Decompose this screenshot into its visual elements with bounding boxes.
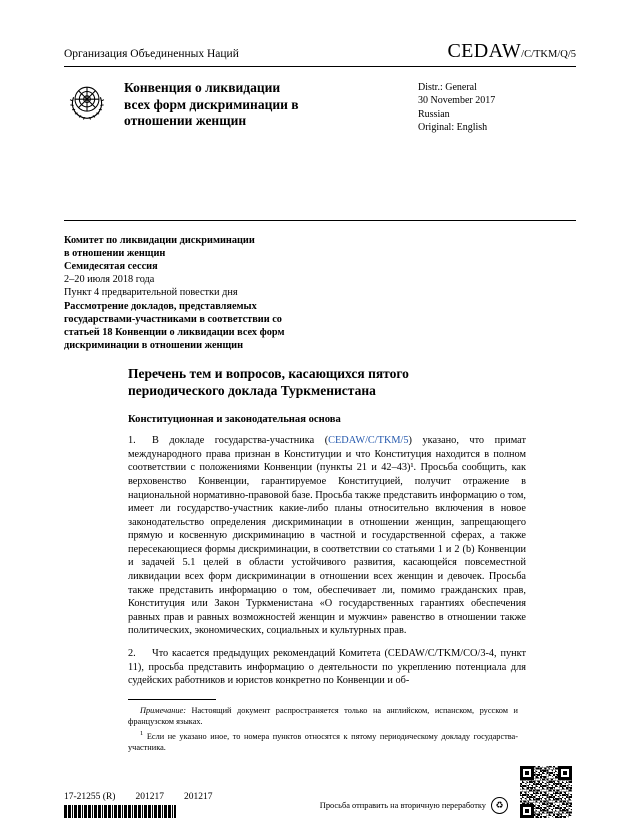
distribution-block bbox=[418, 80, 576, 135]
masthead bbox=[64, 80, 576, 135]
footnotes-block bbox=[128, 706, 518, 754]
org-name: Организация Объединенных Наций bbox=[64, 48, 239, 60]
document-id-line bbox=[64, 792, 232, 802]
document-title: Перечень тем и вопросов, касающихся пятого периодического доклада Туркменистана bbox=[128, 366, 409, 399]
recycle-text: Просьба отправить на вторичную переработку bbox=[319, 801, 486, 810]
section-heading: Конституционная и законодательная основа bbox=[128, 414, 341, 426]
qr-finder-bottom-left bbox=[520, 804, 534, 818]
footnote-note-text: Настоящий документ распространяется только на английском, испанском, русском и французском языках. bbox=[128, 705, 518, 726]
document-code-1: 201217 bbox=[135, 792, 164, 802]
qr-finder-top-left bbox=[520, 766, 534, 780]
committee-name-line2: в отношении женщин bbox=[64, 247, 166, 259]
footnote-note-label: Примечание: bbox=[140, 705, 186, 715]
distr-language: Russian bbox=[418, 108, 450, 120]
paragraph-2-text: Что касается предыдущих рекомендаций Комитета (CEDAW/C/TKM/CO/3-4, пункт 11), просьба представить информацию о деятельности по укреплению потенциала для судейских работников и юристов конкретно по Конвенции и об- bbox=[128, 648, 526, 687]
header-rule bbox=[64, 66, 576, 67]
session-dates: 2–20 июля 2018 года bbox=[64, 274, 155, 286]
committee-name-line1: Комитет по ликвидации дискриминации bbox=[64, 234, 255, 246]
recycle-icon: ♻ bbox=[491, 797, 508, 814]
agenda-desc-line4: дискриминации в отношении женщин bbox=[64, 340, 244, 352]
agenda-item: Пункт 4 предварительной повестки дня bbox=[64, 287, 238, 299]
document-symbol bbox=[447, 40, 576, 63]
paragraph-1 bbox=[128, 434, 526, 638]
masthead-rule bbox=[64, 220, 576, 221]
convention-title: Конвенция о ликвидации всех форм дискриминации в отношении женщин bbox=[124, 80, 299, 129]
paragraph-2 bbox=[128, 647, 526, 688]
document-symbol-big: CEDAW bbox=[447, 40, 522, 62]
footnote-1-marker: 1 bbox=[140, 730, 144, 738]
distr-date: 30 November 2017 bbox=[418, 95, 496, 107]
footer-identification bbox=[64, 792, 232, 818]
recycle-notice bbox=[320, 797, 508, 814]
footnote-1-text: Если не указано иное, то номера пунктов относятся к пятому периодическому докладу государства-участника. bbox=[128, 732, 518, 752]
session-title: Семидесятая сессия bbox=[64, 260, 158, 272]
agenda-desc-line1: Рассмотрение докладов, представляемых bbox=[64, 300, 257, 312]
document-reference-link[interactable]: CEDAW/C/TKM/5 bbox=[328, 435, 409, 447]
footnote-note bbox=[128, 706, 518, 728]
document-symbol-small: /C/TKM/Q/5 bbox=[521, 49, 576, 60]
qr-code bbox=[518, 764, 574, 820]
paragraph-1-text-pre: В докладе государства-участника ( bbox=[152, 435, 329, 447]
un-emblem-icon bbox=[64, 80, 110, 126]
paragraph-2-number: 2. bbox=[128, 648, 136, 660]
paragraph-1-text-post: ) указано, что примат международного права признан в Конституции и что Конституция находится в полном соответствии с положениями Конвенции (пункты 21 и 42–43)¹. Просьба сообщить, как верховенство Конвенции, гарантируемое Конституцией, получит отражение в национальной нормативно-правовой базе. Просьба также представить информацию о том, имеет ли государство-участник какие-либо планы относительно включения в новое законодательство определения дискриминации в отношении женщин, запрещающего прямую и косвенную дискриминацию в частной и государственной сферах, а также пересекающиеся формы дискриминации, в соответствии со статьями 1 и 2 (b) Конвенции и задачей 5.1 целей в области устойчивого развития, касающейся повсеместной ликвидации всех форм дискриминации в отношении всех женщин и девочек. Просьба также представить информацию о том, обеспечивает ли, помимо гражданских прав, Конституция или Закон Туркменистана «О государственных гарантиях обеспечения равных прав и равных возможностей женщин и мужчин» равенство в отношении также политических, экономических, социальных и культурных прав. bbox=[128, 435, 526, 637]
document-id: 17-21255 (R) bbox=[64, 792, 116, 802]
footnote-1 bbox=[128, 729, 518, 753]
paragraph-1-number: 1. bbox=[128, 435, 136, 447]
barcode bbox=[64, 805, 176, 818]
agenda-desc-line2: государствами-участниками в соответствии со bbox=[64, 313, 282, 325]
agenda-desc-line3: статьей 18 Конвенции о ликвидации всех форм bbox=[64, 326, 285, 338]
qr-finder-top-right bbox=[558, 766, 572, 780]
distr-line: Distr.: General bbox=[418, 82, 477, 93]
footnote-separator bbox=[128, 699, 216, 700]
document-code-2: 201217 bbox=[183, 792, 213, 802]
distr-original: Original: English bbox=[418, 122, 488, 134]
document-header bbox=[64, 40, 576, 63]
committee-block bbox=[64, 234, 364, 353]
